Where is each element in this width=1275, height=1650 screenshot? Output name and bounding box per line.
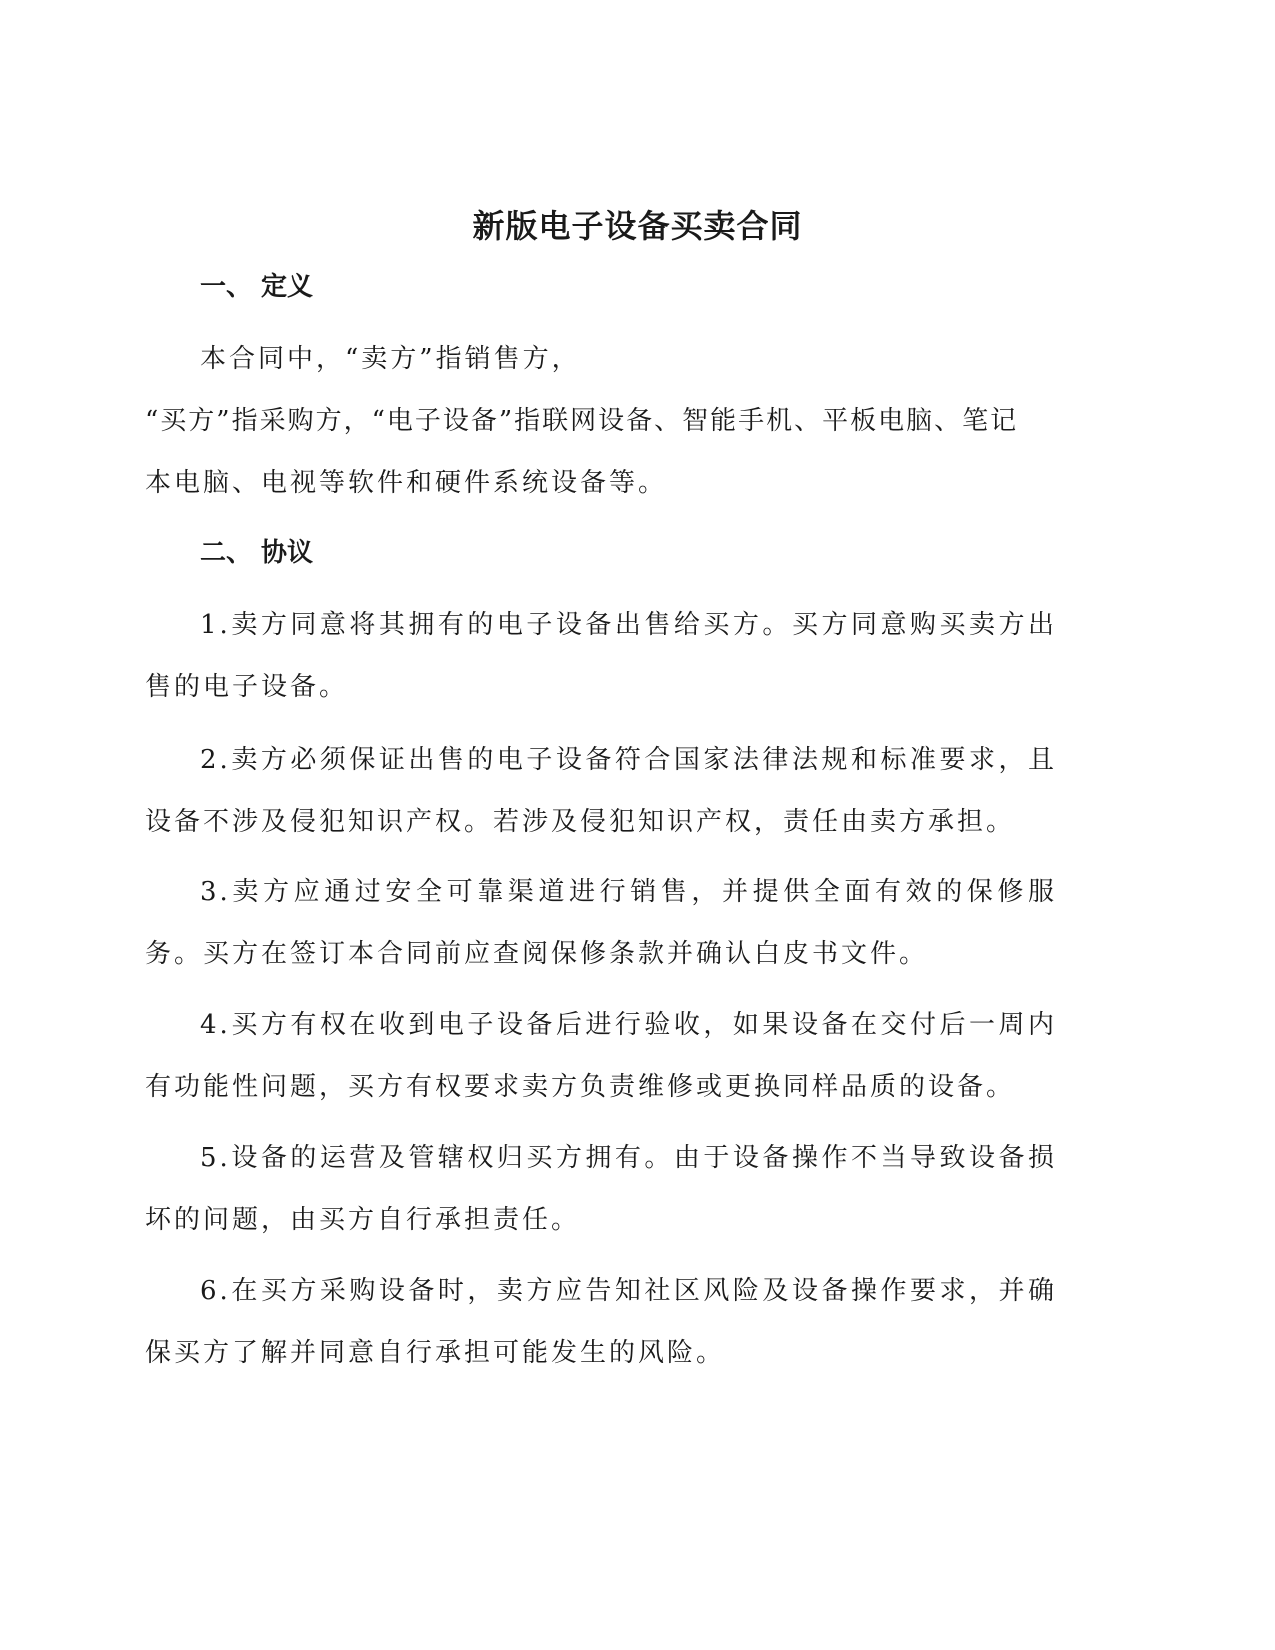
definition-line: “买方”指采购方，“电子设备”指联网设备、智能手机、平板电脑、笔记 <box>145 406 1019 436</box>
definition-line: 本合同中，“卖方”指销售方， <box>200 344 581 374</box>
section-heading-definitions: 一、 定义 <box>200 272 314 302</box>
clause-5: 5.设备的运营及管辖权归买方拥有。由于设备操作不当导致设备损坏的问题，由买方自行承担责任。 <box>145 1143 1057 1235</box>
definition-paragraph <box>145 328 1057 514</box>
clause-4: 4.买方有权在收到电子设备后进行验收，如果设备在交付后一周内有功能性问题，买方有权要求卖方负责维修或更换同样品质的设备。 <box>145 1010 1057 1102</box>
definition-line: 本电脑、电视等软件和硬件系统设备等。 <box>145 468 668 498</box>
document-title: 新版电子设备买卖合同 <box>472 207 803 245</box>
section-heading-agreement: 二、 协议 <box>200 538 314 568</box>
clause-6: 6.在买方采购设备时，卖方应告知社区风险及设备操作要求，并确保买方了解并同意自行承担可能发生的风险。 <box>145 1276 1057 1368</box>
clause-2: 2.卖方必须保证出售的电子设备符合国家法律法规和标准要求，且设备不涉及侵犯知识产权。若涉及侵犯知识产权，责任由卖方承担。 <box>145 745 1057 837</box>
clause-3: 3.卖方应通过安全可靠渠道进行销售，并提供全面有效的保修服务。买方在签订本合同前应查阅保修条款并确认白皮书文件。 <box>145 877 1057 969</box>
clause-1: 1.卖方同意将其拥有的电子设备出售给买方。买方同意购买卖方出售的电子设备。 <box>145 610 1057 702</box>
